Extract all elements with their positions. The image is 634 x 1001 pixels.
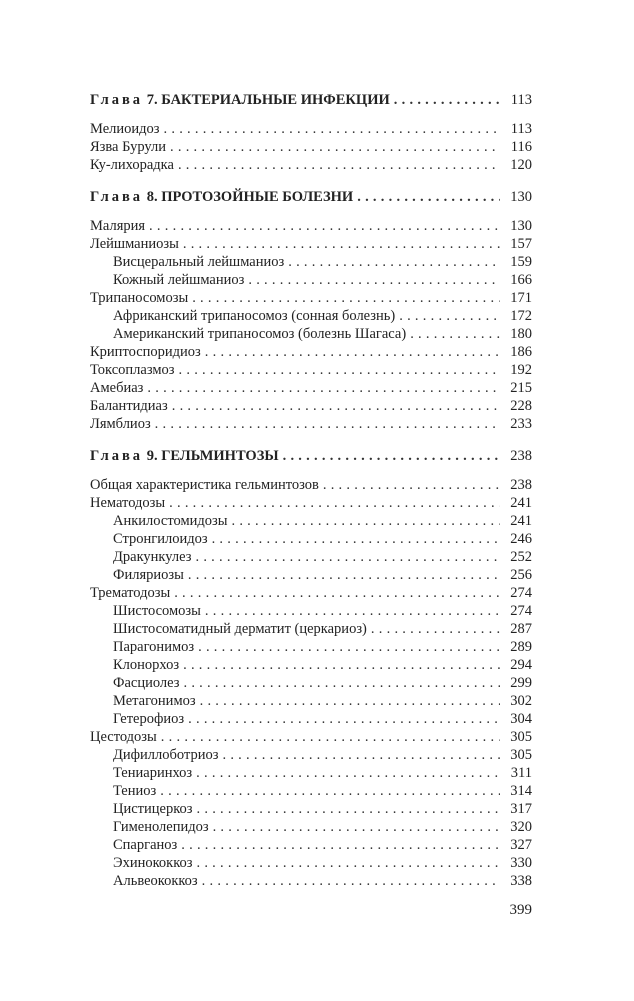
dot-leader (357, 188, 500, 206)
chapter-title (90, 447, 279, 465)
chapter-page: 113 (510, 92, 532, 108)
dot-leader (231, 512, 500, 530)
dot-leader (202, 872, 500, 890)
entry-page: 274 (510, 603, 532, 619)
chapter-heading[interactable] (90, 91, 532, 109)
entry-title: Тениоз (113, 783, 157, 799)
entry-title: Американский трипаносомоз (болезнь Шагаса) (113, 326, 407, 342)
entry-page: 186 (510, 344, 532, 360)
entry-page: 113 (510, 121, 532, 137)
entry-title: Стронгилоидоз (113, 531, 208, 547)
entry-page: 228 (510, 398, 532, 414)
toc-entry[interactable] (90, 656, 532, 674)
entry-title: Амебиаз (90, 380, 144, 396)
dot-leader (205, 343, 500, 361)
entry-title: Висцеральный лейшманиоз (113, 254, 285, 270)
entry-page: 320 (510, 819, 532, 835)
page-number: 399 (509, 902, 532, 918)
toc-entry[interactable] (90, 397, 532, 415)
chapter-heading[interactable] (90, 188, 532, 206)
entry-title: Малярия (90, 218, 146, 234)
entry-page: 252 (510, 549, 532, 565)
entry-page: 246 (510, 531, 532, 547)
toc-entry[interactable] (90, 746, 532, 764)
entry-title: Кожный лейшманиоз (113, 272, 245, 288)
entry-page: 241 (510, 495, 532, 511)
dot-leader (222, 746, 500, 764)
toc-entry[interactable] (90, 343, 532, 361)
entry-page: 241 (510, 513, 532, 529)
chapter-heading[interactable] (90, 447, 532, 465)
toc-entry[interactable] (90, 710, 532, 728)
chapter-title (90, 188, 353, 206)
entry-title: Гетерофиоз (113, 711, 185, 727)
toc-entry[interactable] (90, 379, 532, 397)
entry-title: Мелиоидоз (90, 121, 160, 137)
dot-leader (288, 253, 500, 271)
entry-title: Трипаносомозы (90, 290, 189, 306)
chapter-label: Глава (90, 448, 144, 464)
entry-title: Филяриозы (113, 567, 184, 583)
dot-leader (147, 379, 500, 397)
entry-page: 304 (510, 711, 532, 727)
entry-title: Нематодозы (90, 495, 166, 511)
dot-leader (161, 728, 500, 746)
entry-page: 330 (510, 855, 532, 871)
toc-entry[interactable] (90, 120, 532, 138)
entry-page: 302 (510, 693, 532, 709)
entry-page: 120 (510, 157, 532, 173)
dot-leader (248, 271, 500, 289)
toc-entry[interactable] (90, 764, 532, 782)
entry-title: Язва Бурули (90, 139, 166, 155)
entry-page: 171 (510, 290, 532, 306)
toc-entry[interactable] (90, 818, 532, 836)
entry-title: Лямблиоз (90, 416, 151, 432)
entry-title: Альвеококкоз (113, 873, 198, 889)
entry-page: 238 (510, 477, 532, 493)
chapter-label: Глава (90, 92, 144, 108)
toc-entry[interactable] (90, 782, 532, 800)
toc-entry[interactable] (90, 728, 532, 746)
entry-title: Парагонимоз (113, 639, 195, 655)
toc-entry[interactable] (90, 530, 532, 548)
entry-title: Криптоспоридиоз (90, 344, 201, 360)
section-gap (90, 174, 532, 188)
entry-page: 256 (510, 567, 532, 583)
table-of-contents (90, 91, 532, 890)
dot-leader (172, 397, 500, 415)
dot-leader (188, 566, 500, 584)
dot-leader (323, 476, 500, 494)
entry-page: 299 (510, 675, 532, 691)
toc-entry[interactable] (90, 692, 532, 710)
dot-leader (205, 602, 500, 620)
entry-title: Эхинококкоз (113, 855, 193, 871)
entry-page: 289 (510, 639, 532, 655)
toc-entry[interactable] (90, 836, 532, 854)
dot-leader (394, 91, 500, 109)
entry-page: 287 (510, 621, 532, 637)
toc-entry[interactable] (90, 271, 532, 289)
dot-leader (371, 620, 500, 638)
entry-page: 327 (510, 837, 532, 853)
entry-page: 180 (510, 326, 532, 342)
chapter-page: 130 (510, 189, 532, 205)
dot-leader (183, 235, 500, 253)
entry-page: 314 (510, 783, 532, 799)
entry-title: Ку-лихорадка (90, 157, 174, 173)
toc-entry[interactable] (90, 512, 532, 530)
entry-page: 317 (510, 801, 532, 817)
entry-title: Шистосоматидный дерматит (церкариоз) (113, 621, 367, 637)
toc-entry[interactable] (90, 253, 532, 271)
dot-leader (164, 120, 501, 138)
dot-leader (213, 818, 500, 836)
dot-leader (178, 156, 500, 174)
entry-title: Цестодозы (90, 729, 157, 745)
entry-title: Общая характеристика гельминтозов (90, 477, 319, 493)
entry-page: 172 (510, 308, 532, 324)
toc-entry[interactable] (90, 584, 532, 602)
entry-page: 215 (510, 380, 532, 396)
dot-leader (283, 447, 500, 465)
dot-leader (196, 854, 500, 872)
dot-leader (399, 307, 500, 325)
entry-page: 294 (510, 657, 532, 673)
dot-leader (181, 836, 500, 854)
entry-title: Африканский трипаносомоз (сонная болезнь) (113, 308, 396, 324)
entry-page: 305 (510, 729, 532, 745)
chapter-label: Глава (90, 189, 144, 205)
dot-leader (198, 638, 500, 656)
toc-entry[interactable] (90, 566, 532, 584)
dot-leader (410, 325, 500, 343)
toc-entry[interactable] (90, 620, 532, 638)
entry-title: Тениаринхоз (113, 765, 193, 781)
toc-entry[interactable] (90, 217, 532, 235)
toc-entry[interactable] (90, 156, 532, 174)
dot-leader (183, 656, 500, 674)
chapter-name: 9. ГЕЛЬМИНТОЗЫ (146, 448, 279, 464)
toc-entry[interactable] (90, 289, 532, 307)
entry-page: 274 (510, 585, 532, 601)
dot-leader (155, 415, 500, 433)
chapter-name: 8. ПРОТОЗОЙНЫЕ БОЛЕЗНИ (146, 189, 354, 205)
dot-leader (169, 494, 500, 512)
dot-leader (170, 138, 500, 156)
entry-title: Спарганоз (113, 837, 178, 853)
entry-title: Дракункулез (113, 549, 192, 565)
entry-page: 116 (510, 139, 532, 155)
entry-title: Метагонимоз (113, 693, 196, 709)
dot-leader (149, 217, 500, 235)
entry-page: 311 (510, 765, 532, 781)
toc-entry[interactable] (90, 325, 532, 343)
entry-page: 305 (510, 747, 532, 763)
toc-entry[interactable] (90, 854, 532, 872)
entry-title: Клонорхоз (113, 657, 180, 673)
toc-entry[interactable] (90, 476, 532, 494)
entry-title: Балантидиаз (90, 398, 168, 414)
toc-entry[interactable] (90, 638, 532, 656)
entry-title: Гименолепидоз (113, 819, 209, 835)
toc-entry[interactable] (90, 307, 532, 325)
toc-entry[interactable] (90, 361, 532, 379)
entry-title: Лейшманиозы (90, 236, 179, 252)
entry-page: 130 (510, 218, 532, 234)
section-gap (90, 433, 532, 447)
entry-title: Цистицеркоз (113, 801, 193, 817)
entry-page: 159 (510, 254, 532, 270)
chapter-page: 238 (510, 448, 532, 464)
entry-page: 166 (510, 272, 532, 288)
dot-leader (200, 692, 500, 710)
toc-entry[interactable] (90, 674, 532, 692)
toc-entry[interactable] (90, 494, 532, 512)
entry-page: 157 (510, 236, 532, 252)
toc-entry[interactable] (90, 800, 532, 818)
toc-entry[interactable] (90, 602, 532, 620)
dot-leader (212, 530, 500, 548)
dot-leader (183, 674, 500, 692)
dot-leader (188, 710, 500, 728)
entry-title: Шистосомозы (113, 603, 201, 619)
dot-leader (192, 289, 500, 307)
chapter-name: 7. БАКТЕРИАЛЬНЫЕ ИНФЕКЦИИ (146, 92, 390, 108)
toc-entry[interactable] (90, 872, 532, 890)
dot-leader (196, 764, 500, 782)
chapter-title (90, 91, 390, 109)
entry-page: 233 (510, 416, 532, 432)
entry-title: Трематодозы (90, 585, 171, 601)
toc-entry[interactable] (90, 138, 532, 156)
entry-title: Фасциолез (113, 675, 180, 691)
dot-leader (179, 361, 501, 379)
entry-page: 192 (510, 362, 532, 378)
entry-page: 338 (510, 873, 532, 889)
toc-entry[interactable] (90, 415, 532, 433)
toc-entry[interactable] (90, 548, 532, 566)
dot-leader (174, 584, 500, 602)
dot-leader (195, 548, 500, 566)
entry-title: Токсоплазмоз (90, 362, 175, 378)
dot-leader (160, 782, 500, 800)
entry-title: Дифиллоботриоз (113, 747, 219, 763)
entry-title: Анкилостомидозы (113, 513, 228, 529)
dot-leader (197, 800, 501, 818)
toc-entry[interactable] (90, 235, 532, 253)
